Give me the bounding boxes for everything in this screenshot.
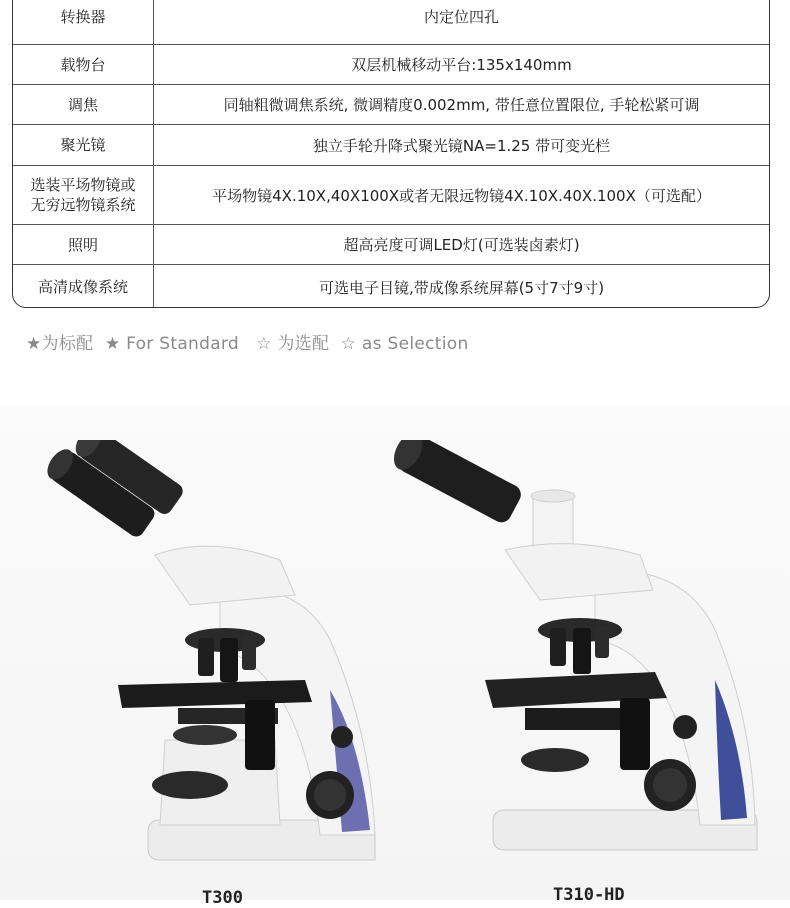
spec-value: 独立手轮升降式聚光镜NA=1.25 带可变光栏 bbox=[312, 136, 611, 155]
spec-table bbox=[12, 0, 770, 308]
spec-value: 内定位四孔 bbox=[423, 8, 499, 26]
spec-label: 高清成像系统 bbox=[13, 265, 154, 308]
spec-row-stage bbox=[13, 45, 769, 85]
legend-note: ★为标配 ★ For Standard ☆ 为选配 ☆ as Selection bbox=[26, 334, 469, 354]
spec-value: 超高亮度可调LED灯(可选装卤素灯) bbox=[343, 236, 580, 254]
spec-value: 可选电子目镜,带成像系统屏幕(5寸7寸9寸) bbox=[318, 278, 605, 297]
spec-label: 载物台 bbox=[13, 45, 154, 84]
spec-row-focus bbox=[13, 85, 769, 125]
microscope-trinocular-icon bbox=[385, 440, 775, 880]
spec-label: 调焦 bbox=[13, 85, 154, 124]
spec-row-converter bbox=[13, 0, 769, 45]
microscope-t300-image bbox=[30, 440, 390, 880]
microscope-t310hd-image bbox=[385, 440, 775, 880]
spec-label: 照明 bbox=[13, 225, 154, 264]
spec-value: 双层机械移动平台:135x140mm bbox=[351, 56, 572, 74]
spec-label: 转换器 bbox=[13, 0, 154, 44]
spec-label: 选装平场物镜或 无穷远物镜系统 bbox=[13, 166, 154, 224]
microscope-binocular-icon bbox=[30, 440, 390, 880]
spec-value: 同轴粗微调焦系统, 微调精度0.002mm, 带任意位置限位, 手轮松紧可调 bbox=[223, 96, 700, 114]
caption-t310hd: T310-HD bbox=[553, 885, 625, 905]
spec-row-imaging bbox=[13, 265, 769, 308]
spec-row-condenser bbox=[13, 125, 769, 166]
caption-t300: T300 bbox=[202, 888, 243, 908]
spec-row-illumination bbox=[13, 225, 769, 265]
spec-label: 聚光镜 bbox=[13, 125, 154, 165]
spec-row-objectives bbox=[13, 166, 769, 225]
spec-value: 平场物镜4X.10X,40X100X或者无限远物镜4X.10X.40X.100X（可选配） bbox=[212, 186, 711, 205]
